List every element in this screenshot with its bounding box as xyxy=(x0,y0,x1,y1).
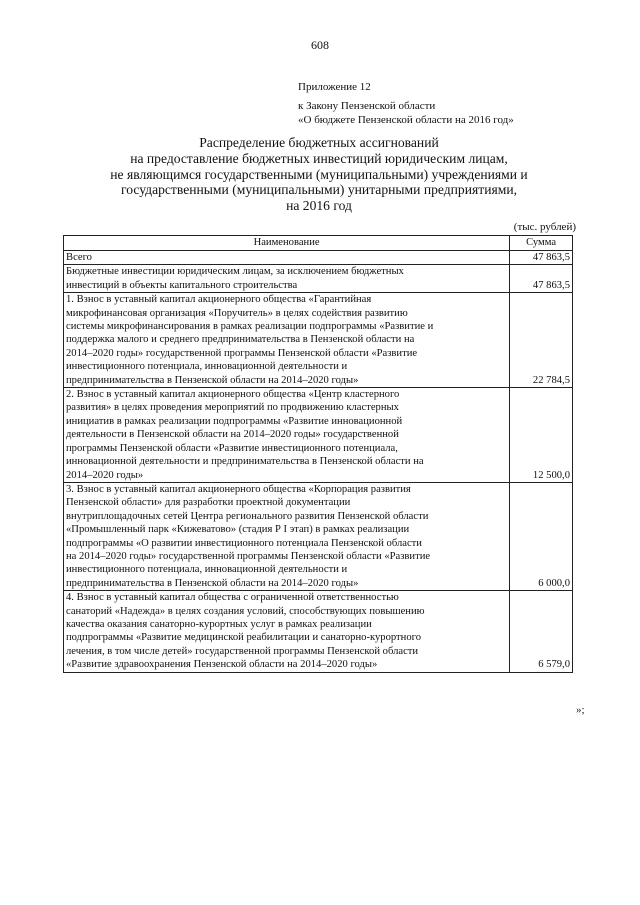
row-name xyxy=(64,388,510,483)
allocation-table xyxy=(63,235,573,673)
table-row xyxy=(64,265,573,293)
header-sum: Сумма xyxy=(510,236,573,251)
table-row xyxy=(64,482,573,590)
row-sum: 12 500,0 xyxy=(510,388,573,483)
table-row xyxy=(64,388,573,483)
row-name-text: 4. Взнос в уставный капитал общества с ограниченной ответственностью санаторий «Надежда» в целях создания условий, способствующих повышению качества оказания санаторно-курортных услуг в рамках реализации подпрограммы «Развитие медицинской реабилитации и санаторно-курортного лечения, в том числе детей» государственной программы Пензенской области «Развитие здравоохранения Пензенской области на 2014–2020 годы» xyxy=(66,592,425,671)
row-name-text: Всего xyxy=(66,252,92,263)
table-row xyxy=(64,591,573,672)
header-name: Наименование xyxy=(64,236,510,251)
row-sum: 6 579,0 xyxy=(510,591,573,672)
row-name-text: 2. Взнос в уставный капитал акционерного общества «Центр кластерного развития» в целях проведения мероприятий по продвижению кластерных инициатив в рамках реализации подпрограммы «Развитие инновационной деятельности в Пензенской области на 2014–2020 годы» государственной программы Пензенской области «Развитие инвестиционного потенциала, инновационной деятельности и предпринимательства в Пензенской области на 2014–2020 годы» xyxy=(66,389,424,481)
unit-label: (тыс. рублей) xyxy=(513,221,576,233)
document-title xyxy=(60,135,578,214)
row-sum: 22 784,5 xyxy=(510,293,573,388)
appendix-number: Приложение 12 xyxy=(298,81,371,93)
table-header-row xyxy=(64,236,573,251)
row-sum: 47 863,5 xyxy=(510,251,573,265)
row-name xyxy=(64,482,510,590)
table-row xyxy=(64,293,573,388)
row-name-text: 1. Взнос в уставный капитал акционерного общества «Гарантийная микрофинансовая организация «Поручитель» в целях содействия развитию системы микрофинансирования в рамках реализации подпрограммы «Развитие и поддержка малого и среднего предпринимательства в Пензенской области на 2014–2020 годы» государственной программы Пензенской области «Развитие инвестиционного потенциала, инновационной деятельности и предпринимательства в Пензенской области на 2014–2020 годы» xyxy=(66,294,434,386)
closing-quote-mark: »; xyxy=(576,704,585,716)
row-sum: 6 000,0 xyxy=(510,482,573,590)
row-name xyxy=(64,591,510,672)
row-name xyxy=(64,265,510,293)
page-number: 608 xyxy=(311,38,329,52)
appendix-block xyxy=(298,80,598,127)
table-row-total xyxy=(64,251,573,265)
row-name-text: Бюджетные инвестиции юридическим лицам, за исключением бюджетных инвестиций в объекты капитального строительства xyxy=(66,266,404,291)
row-sum: 47 863,5 xyxy=(510,265,573,293)
appendix-law-title: «О бюджете Пензенской области на 2016 год» xyxy=(298,114,514,126)
document-title-text: Распределение бюджетных ассигнований на предоставление бюджетных инвестиций юридическим лицам, не являющимся государственными (муниципальными) учреждениями и государственными (муниципальными) унитарными предприятиями, на 2016 год xyxy=(110,135,528,214)
appendix-law-ref: к Закону Пензенской области xyxy=(298,100,436,112)
row-name xyxy=(64,293,510,388)
row-name-text: 3. Взнос в уставный капитал акционерного общества «Корпорация развития Пензенской области» для разработки проектной документации внутриплощадочных сетей Центра регионального развития Пензенской области «Промышленный парк «Кижеватово» (стадия Р I этап) в рамках реализации подпрограммы «О развитии инвестиционного потенциала Пензенской области на 2014–2020 годы» государственной программы Пензенской области «Развитие инвестиционного потенциала, инновационной деятельности и предпринимательства в Пензенской области на 2014–2020 годы» xyxy=(66,483,431,589)
row-name xyxy=(64,251,510,265)
